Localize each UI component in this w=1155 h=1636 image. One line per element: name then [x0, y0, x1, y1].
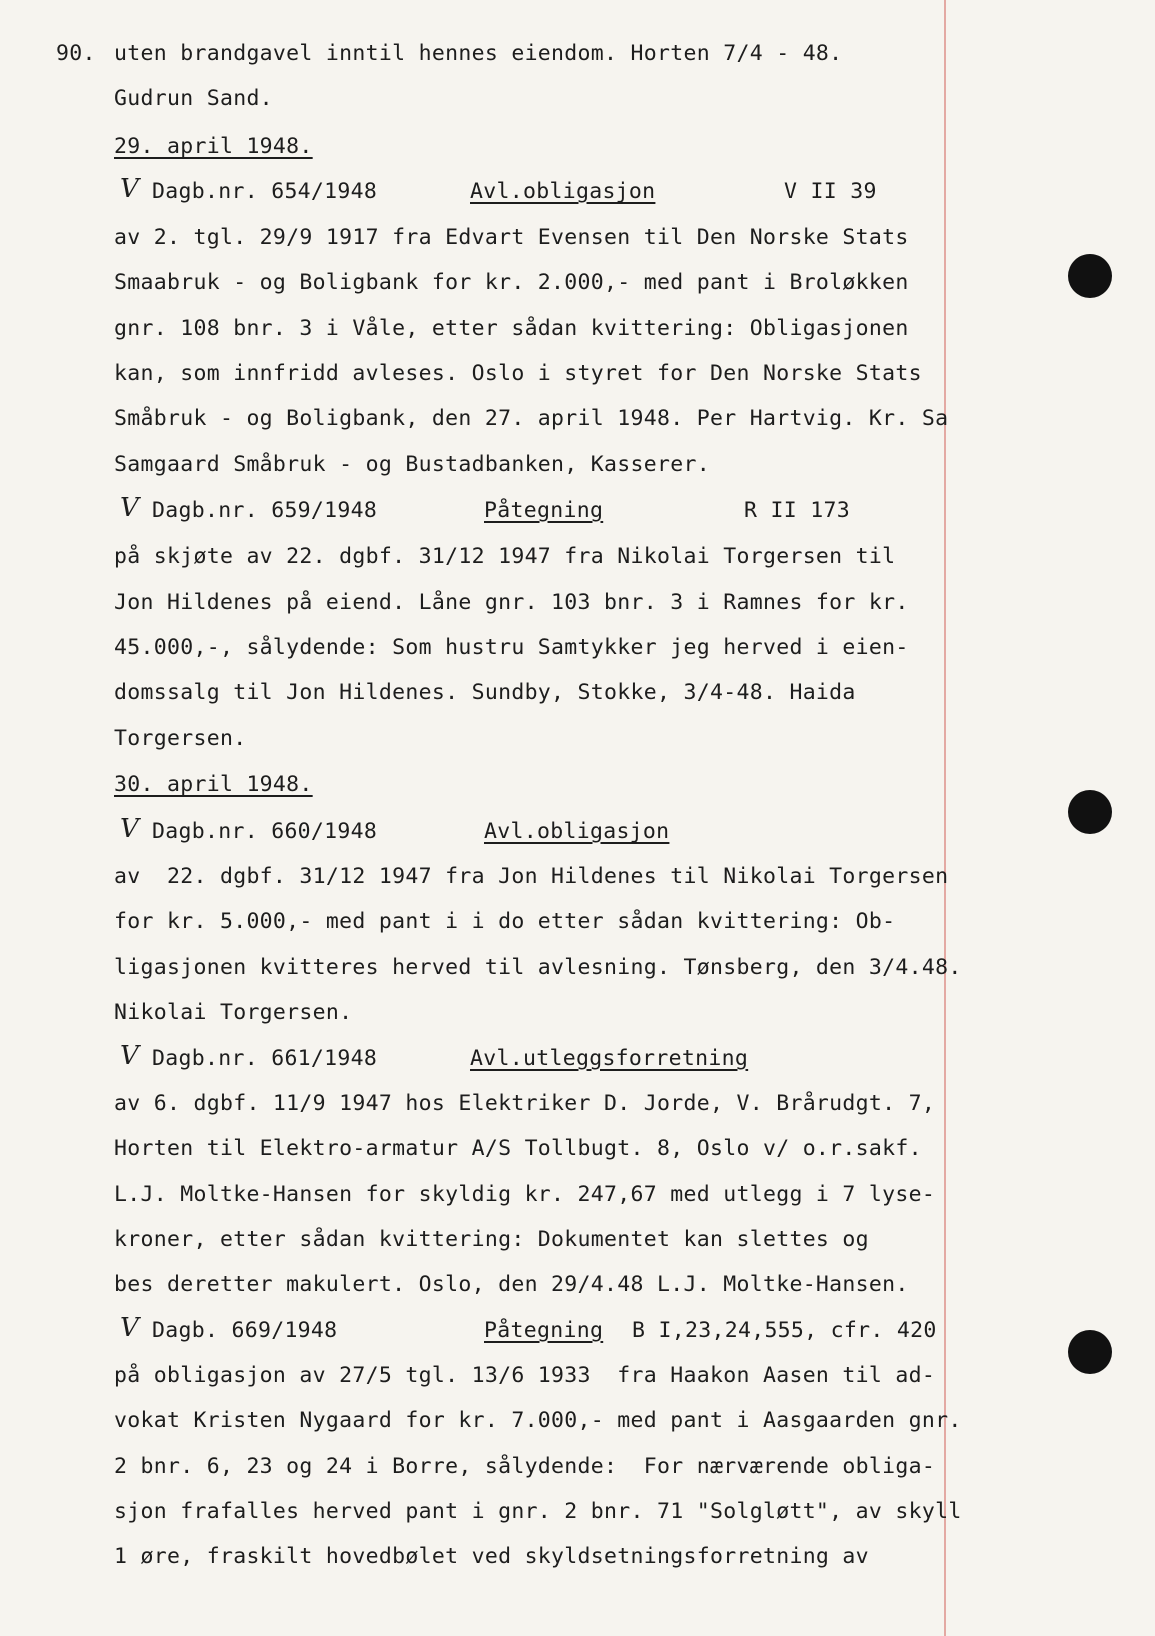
entry-ref: Dagb. 669/1948 [152, 1318, 338, 1343]
entry-ref: Dagb.nr. 661/1948 [152, 1046, 378, 1071]
date-heading: 30. april 1948. [114, 772, 313, 797]
text-line: Nikolai Torgersen. [114, 1000, 353, 1025]
entry-title: Påtegning [484, 498, 604, 523]
margin-line [944, 0, 946, 1636]
page-number: 90. [56, 41, 96, 66]
check-mark: V [120, 814, 140, 844]
text-line: Samgaard Småbruk - og Bustadbanken, Kasserer. [114, 452, 710, 477]
text-line: av 6. dgbf. 11/9 1947 hos Elektriker D. Jorde, V. Brårudgt. 7, [114, 1091, 936, 1116]
text-line: for kr. 5.000,- med pant i i do etter sådan kvittering: Ob- [114, 909, 896, 934]
text-line: Småbruk - og Boligbank, den 27. april 1948. Per Hartvig. Kr. Sa [114, 406, 949, 431]
text-line: Torgersen. [114, 726, 247, 751]
entry-ref: Dagb.nr. 659/1948 [152, 498, 378, 523]
text-line: av 2. tgl. 29/9 1917 fra Edvart Evensen til Den Norske Stats [114, 225, 909, 250]
text-line: 1 øre, fraskilt hovedbølet ved skyldsetningsforretning av [114, 1544, 869, 1569]
entry-ref: Dagb.nr. 660/1948 [152, 819, 378, 844]
text-line: sjon frafalles herved pant i gnr. 2 bnr. 71 "Solgløtt", av skyll [114, 1499, 962, 1524]
check-mark: V [120, 1041, 140, 1071]
text-line: Horten til Elektro-armatur A/S Tollbugt. 8, Oslo v/ o.r.sakf. [114, 1136, 922, 1161]
text-line: 45.000,-, sålydende: Som hustru Samtykker jeg herved i eien- [114, 635, 909, 660]
check-mark: V [120, 493, 140, 523]
entry-title: Avl.obligasjon [470, 179, 656, 204]
text-line: kroner, etter sådan kvittering: Dokumentet kan slettes og [114, 1227, 869, 1252]
text-line: på skjøte av 22. dgbf. 31/12 1947 fra Nikolai Torgersen til [114, 544, 896, 569]
text-line: 2 bnr. 6, 23 og 24 i Borre, sålydende: For nærværende obliga- [114, 1454, 936, 1479]
punch-hole-3 [1068, 1330, 1112, 1374]
text-line: domssalg til Jon Hildenes. Sundby, Stokke, 3/4-48. Haida [114, 680, 856, 705]
text-line: Jon Hildenes på eiend. Låne gnr. 103 bnr. 3 i Ramnes for kr. [114, 590, 909, 615]
text-line: på obligasjon av 27/5 tgl. 13/6 1933 fra Haakon Aasen til ad- [114, 1363, 936, 1388]
entry-code: B I,23,24,555, cfr. 420 [632, 1318, 937, 1343]
entry-title: Avl.utleggsforretning [470, 1046, 749, 1071]
check-mark: V [120, 174, 140, 204]
text-line: gnr. 108 bnr. 3 i Våle, etter sådan kvittering: Obligasjonen [114, 316, 909, 341]
entry-code: V II 39 [784, 179, 877, 204]
entry-title: Påtegning [484, 1318, 604, 1343]
text-line: L.J. Moltke-Hansen for skyldig kr. 247,67 med utlegg i 7 lyse- [114, 1182, 936, 1207]
punch-hole-1 [1068, 254, 1112, 298]
entry-code: R II 173 [744, 498, 850, 523]
text-line: Smaabruk - og Boligbank for kr. 2.000,- med pant i Broløkken [114, 270, 909, 295]
entry-ref: Dagb.nr. 654/1948 [152, 179, 378, 204]
text-line: bes deretter makulert. Oslo, den 29/4.48 L.J. Moltke-Hansen. [114, 1272, 909, 1297]
text-line: Gudrun Sand. [114, 86, 273, 111]
check-mark: V [120, 1313, 140, 1343]
text-line: av 22. dgbf. 31/12 1947 fra Jon Hildenes til Nikolai Torgersen [114, 864, 949, 889]
text-line: kan, som innfridd avleses. Oslo i styret for Den Norske Stats [114, 361, 922, 386]
punch-hole-2 [1068, 790, 1112, 834]
text-line: uten brandgavel inntil hennes eiendom. Horten 7/4 - 48. [114, 41, 843, 66]
text-line: vokat Kristen Nygaard for kr. 7.000,- med pant i Aasgaarden gnr. [114, 1408, 962, 1433]
entry-title: Avl.obligasjon [484, 819, 670, 844]
date-heading: 29. april 1948. [114, 134, 313, 159]
text-line: ligasjonen kvitteres herved til avlesning. Tønsberg, den 3/4.48. [114, 955, 962, 980]
